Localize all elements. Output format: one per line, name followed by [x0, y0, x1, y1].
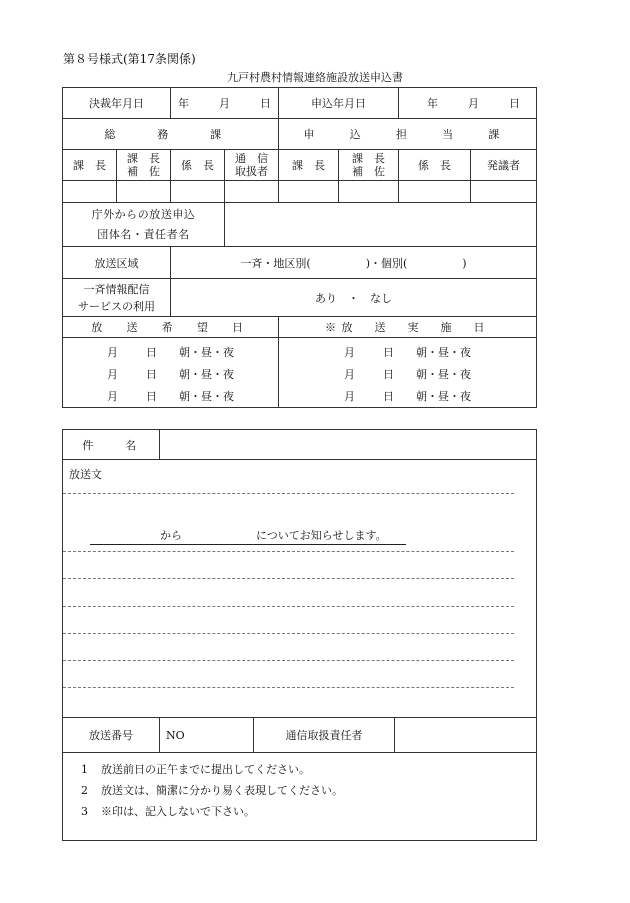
- notes: [63, 753, 537, 841]
- stamp-box[interactable]: [399, 181, 471, 203]
- form-title: 九戸村農村情報連絡施設放送申込書: [227, 71, 403, 84]
- desired-date-header: 放 送 希 望 日: [63, 317, 279, 338]
- stamp-box[interactable]: [279, 181, 339, 203]
- role-app-section-chief: 課 長: [279, 150, 339, 181]
- desired-date-row[interactable]: 月 日 朝・昼・夜: [63, 338, 279, 364]
- subject-field[interactable]: [160, 430, 537, 460]
- responsible-label: 通信取扱責任者: [254, 718, 395, 753]
- decision-date-label: 決裁年月日: [63, 88, 171, 119]
- stamp-box[interactable]: [171, 181, 225, 203]
- writing-line: [63, 578, 514, 579]
- stamp-box[interactable]: [339, 181, 399, 203]
- desired-date-row[interactable]: 月 日 朝・昼・夜: [63, 385, 279, 408]
- announce-template: から についてお知らせします。: [90, 530, 406, 545]
- broadcast-table: [62, 429, 537, 841]
- note-item: 1 放送前日の正午までに提出してください。: [81, 763, 310, 776]
- application-dept: 申 込 担 当 課: [279, 119, 537, 150]
- role-section-chief: 課 長: [63, 150, 117, 181]
- broadcast-text-area[interactable]: [63, 460, 537, 718]
- broadcast-number-field[interactable]: NO: [160, 718, 254, 753]
- actual-date-row[interactable]: 月 日 朝・昼・夜: [279, 363, 537, 385]
- actual-date-row[interactable]: 月 日 朝・昼・夜: [279, 338, 537, 364]
- writing-line: [63, 606, 514, 607]
- note-item: 2 放送文は、簡潔に分かり易く表現してください。: [81, 784, 343, 797]
- actual-date-row[interactable]: 月 日 朝・昼・夜: [279, 385, 537, 408]
- writing-line: [63, 493, 514, 494]
- writing-line: [63, 660, 514, 661]
- role-proposer: 発議者: [471, 150, 537, 181]
- form-code: 第８号様式(第17条関係): [63, 52, 196, 66]
- responsible-field[interactable]: [395, 718, 537, 753]
- desired-date-row[interactable]: 月 日 朝・昼・夜: [63, 363, 279, 385]
- role-subsection-chief: 係 長: [171, 150, 225, 181]
- decision-date-field[interactable]: 年 月 日: [171, 88, 279, 119]
- subject-label: 件 名: [63, 430, 160, 460]
- stamp-box[interactable]: [225, 181, 279, 203]
- stamp-box[interactable]: [471, 181, 537, 203]
- outside-request-field[interactable]: [225, 203, 537, 247]
- general-affairs-dept: 総 務 課: [63, 119, 279, 150]
- role-comm-handler: 通 信 取扱者: [225, 150, 279, 181]
- outside-request-label: 庁外からの放送申込 団体名・責任者名: [63, 203, 225, 247]
- application-table: [62, 87, 537, 408]
- role-app-deputy-chief: 課 長 補 佐: [339, 150, 399, 181]
- writing-line: [63, 551, 514, 552]
- broadcast-label: 放送文: [69, 468, 102, 481]
- application-date-field[interactable]: 年 月 日: [399, 88, 537, 119]
- role-app-subsection-chief: 係 長: [399, 150, 471, 181]
- application-date-label: 申込年月日: [279, 88, 399, 119]
- role-deputy-chief: 課 長 補 佐: [117, 150, 171, 181]
- area-options[interactable]: 一斉・地区別( )・個別( ): [171, 247, 537, 279]
- broadcast-number-label: 放送番号: [63, 718, 160, 753]
- stamp-box[interactable]: [63, 181, 117, 203]
- info-service-label: 一斉情報配信 サービスの利用: [63, 279, 171, 317]
- writing-line: [63, 633, 514, 634]
- area-label: 放送区域: [63, 247, 171, 279]
- writing-line: [63, 687, 514, 688]
- note-item: 3 ※印は、記入しないで下さい。: [81, 805, 255, 818]
- actual-date-header: ※放 送 実 施 日: [279, 317, 537, 338]
- info-service-options[interactable]: あり ・ なし: [171, 279, 537, 317]
- stamp-box[interactable]: [117, 181, 171, 203]
